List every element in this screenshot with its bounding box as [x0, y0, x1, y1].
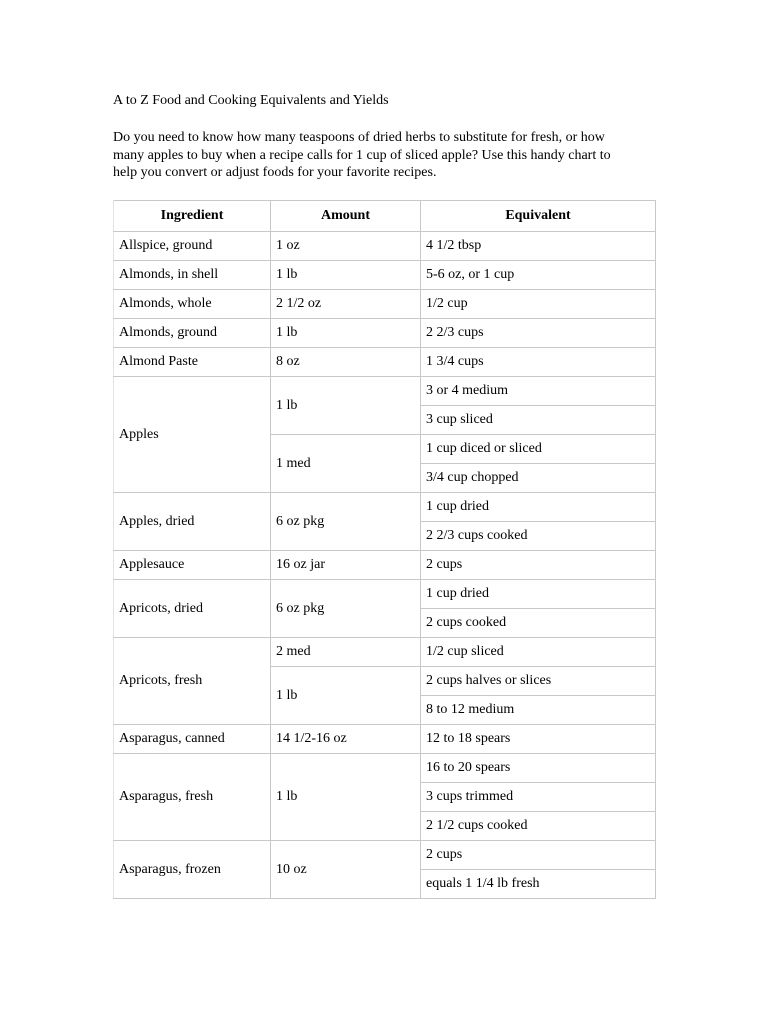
table-header-row [114, 201, 656, 232]
intro-line: many apples to buy when a recipe calls for 1 cup of sliced apple? Use this handy chart to [113, 147, 611, 163]
equivalent-cell: 12 to 18 spears [421, 725, 656, 754]
ingredient-cell: Apricots, dried [114, 580, 271, 638]
amount-cell: 2 med [271, 638, 421, 667]
page-title: A to Z Food and Cooking Equivalents and Yields [113, 93, 389, 108]
amount-cell: 2 1/2 oz [271, 290, 421, 319]
amount-cell: 6 oz pkg [271, 580, 421, 638]
equivalent-cell: 1/2 cup [421, 290, 656, 319]
header-equivalent: Equivalent [421, 201, 656, 232]
equivalent-cell: 3 or 4 medium [421, 377, 656, 406]
equivalent-cell: 2 cups cooked [421, 609, 656, 638]
header-amount: Amount [271, 201, 421, 232]
ingredient-cell: Asparagus, fresh [114, 754, 271, 841]
table-row [114, 551, 656, 580]
equivalent-cell: 8 to 12 medium [421, 696, 656, 725]
table-row [114, 580, 656, 609]
intro-paragraph [113, 129, 658, 182]
ingredient-cell: Asparagus, frozen [114, 841, 271, 899]
amount-cell: 8 oz [271, 348, 421, 377]
header-ingredient: Ingredient [114, 201, 271, 232]
equivalent-cell: 2 cups halves or slices [421, 667, 656, 696]
amount-cell: 1 lb [271, 667, 421, 725]
amount-cell: 16 oz jar [271, 551, 421, 580]
equivalent-cell: equals 1 1/4 lb fresh [421, 870, 656, 899]
equivalents-table [113, 200, 656, 899]
table-row [114, 348, 656, 377]
ingredient-cell: Almonds, ground [114, 319, 271, 348]
ingredient-cell: Allspice, ground [114, 232, 271, 261]
table-row [114, 319, 656, 348]
ingredient-cell: Apples, dried [114, 493, 271, 551]
ingredient-cell: Almond Paste [114, 348, 271, 377]
equivalent-cell: 1 cup dried [421, 493, 656, 522]
table-row [114, 725, 656, 754]
amount-cell: 1 lb [271, 261, 421, 290]
equivalent-cell: 2 1/2 cups cooked [421, 812, 656, 841]
equivalent-cell: 1 cup diced or sliced [421, 435, 656, 464]
amount-cell: 14 1/2-16 oz [271, 725, 421, 754]
table-row [114, 377, 656, 406]
equivalent-cell: 2 2/3 cups cooked [421, 522, 656, 551]
ingredient-cell: Almonds, whole [114, 290, 271, 319]
table-row [114, 841, 656, 870]
amount-cell: 10 oz [271, 841, 421, 899]
equivalent-cell: 2 cups [421, 841, 656, 870]
table-row [114, 290, 656, 319]
table-row [114, 261, 656, 290]
equivalent-cell: 1 3/4 cups [421, 348, 656, 377]
equivalent-cell: 3/4 cup chopped [421, 464, 656, 493]
amount-cell: 1 oz [271, 232, 421, 261]
ingredient-cell: Applesauce [114, 551, 271, 580]
table-row [114, 232, 656, 261]
amount-cell: 6 oz pkg [271, 493, 421, 551]
equivalent-cell: 4 1/2 tbsp [421, 232, 656, 261]
equivalent-cell: 16 to 20 spears [421, 754, 656, 783]
table-row [114, 638, 656, 667]
intro-line: help you convert or adjust foods for your favorite recipes. [113, 165, 437, 180]
ingredient-cell: Almonds, in shell [114, 261, 271, 290]
ingredient-cell: Apricots, fresh [114, 638, 271, 725]
equivalent-cell: 3 cup sliced [421, 406, 656, 435]
intro-line: Do you need to know how many teaspoons of dried herbs to substitute for fresh, or how [113, 130, 605, 145]
ingredient-cell: Asparagus, canned [114, 725, 271, 754]
amount-cell: 1 med [271, 435, 421, 493]
table-row [114, 493, 656, 522]
equivalent-cell: 1 cup dried [421, 580, 656, 609]
amount-cell: 1 lb [271, 319, 421, 348]
amount-cell: 1 lb [271, 377, 421, 435]
ingredient-cell: Apples [114, 377, 271, 493]
equivalent-cell: 3 cups trimmed [421, 783, 656, 812]
amount-cell: 1 lb [271, 754, 421, 841]
equivalent-cell: 5-6 oz, or 1 cup [421, 261, 656, 290]
equivalent-cell: 2 2/3 cups [421, 319, 656, 348]
table-row [114, 754, 656, 783]
equivalent-cell: 1/2 cup sliced [421, 638, 656, 667]
equivalent-cell: 2 cups [421, 551, 656, 580]
